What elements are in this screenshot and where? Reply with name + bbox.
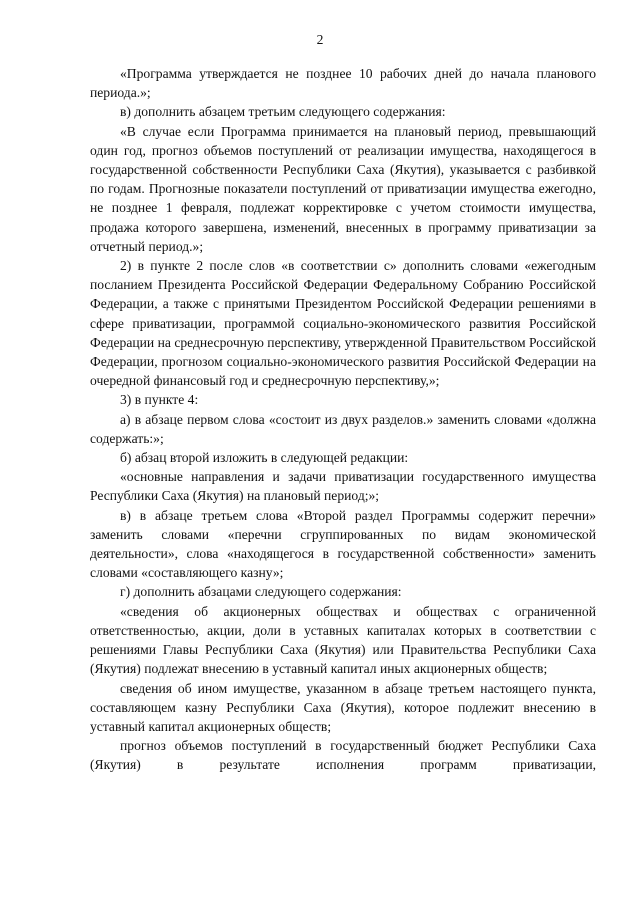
paragraph: 3) в пункте 4: bbox=[120, 392, 199, 408]
paragraph: б) абзац второй изложить в следующей редакции: bbox=[120, 450, 409, 466]
paragraph: «В случае если Программа принимается на плановый период, превышающий один год, прогноз объемов поступлений от реализации имущества, находящегося в государственной собственности Республики Саха (Якутия), указывается с разбивкой по годам. Прогнозные показатели поступлений от приватизации имущества ежегодно, не позднее 1 февраля, подлежат корректировке с учетом стоимости имущества, продажа которого завершена, изменений, внесенных в программу приватизации за отчетный период.»; bbox=[90, 123, 596, 254]
paragraph: в) в абзаце третьем слова «Второй раздел Программы содержит перечни» заменить словами «перечни сгруппированных по видам экономической деятельности», слова «находящегося в государственной собственности» заменить словами «составляющего казну»; bbox=[90, 507, 596, 581]
paragraph: «основные направления и задачи приватизации государственного имущества Республики Саха (Якутия) на плановый период;»; bbox=[90, 469, 596, 504]
paragraph: сведения об ином имуществе, указанном в абзаце третьем настоящего пункта, составляющем казну Республики Саха (Якутия), которое подлежит внесению в уставный капитал акционерных обществ; bbox=[90, 680, 596, 734]
paragraph: 2) в пункте 2 после слов «в соответствии с» дополнить словами «ежегодным посланием Президента Российской Федерации Федеральному Собранию Российской Федерации, а также с принятыми Президентом Российской Федерации решениями в сфере приватизации, программой социально-экономического развития Российской Федерации на среднесрочную перспективу, утвержденной Правительством Российской Федерации, прогнозом социально-экономического развития Российской Федерации на очередной финансовый год и среднесрочную перспективу,»; bbox=[90, 258, 596, 389]
paragraph: г) дополнить абзацами следующего содержания: bbox=[120, 584, 402, 600]
paragraph: «сведения об акционерных обществах и обществах с ограниченной ответственностью, акции, доли в уставных капиталах которых в соответствии с решениями Главы Республики Саха (Якутия) или Правительства Республики Саха (Якутия) подлежат внесению в уставный капитал иных акционерных обществ; bbox=[90, 603, 596, 677]
page-number: 2 bbox=[316, 32, 324, 47]
paragraph: а) в абзаце первом слова «состоит из двух разделов.» заменить словами «должна содержать:»; bbox=[90, 411, 596, 446]
paragraph: в) дополнить абзацем третьим следующего содержания: bbox=[120, 104, 446, 120]
paragraph: «Программа утверждается не позднее 10 рабочих дней до начала планового периода.»; bbox=[90, 66, 596, 101]
paragraph: прогноз объемов поступлений в государственный бюджет Республики Саха (Якутия) в результате исполнения программ приватизации, bbox=[90, 738, 596, 773]
document-body bbox=[90, 64, 596, 775]
